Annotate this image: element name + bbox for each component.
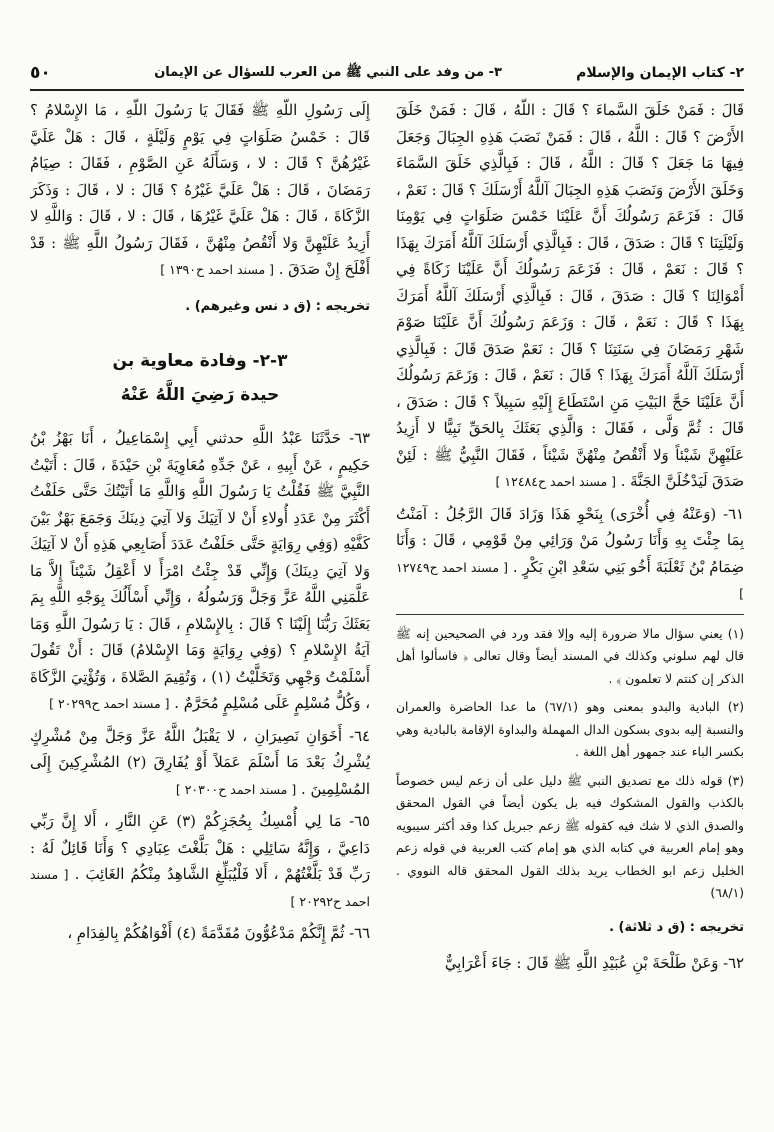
section-heading xyxy=(30,344,370,412)
page-number: ٥٠ xyxy=(30,63,51,83)
hadith-text xyxy=(30,724,370,804)
header-rule xyxy=(30,89,744,91)
section-running-title: ٣- من وفد على النبي ﷺ من العرب للسؤال عن الإيمان xyxy=(154,64,502,80)
footnote-3: (٣) قوله ذلك مع تصديق النبي ﷺ دليل على أن زعم ليس خصوصاً بالكذب والقول المشكوك فيه بل يكون أيضاً في القول المحقق والصدق الذي لا شك فيه كقوله ﷺ زعم جبريل كذا وقد أكثر سيبويه وهو إمام العربية في كتابه الذي هو إمام كتب العربية في قوله زعم الخليل زعم ابو الخطاب يريد بذلك القول المحقق قاله النووي . (٦٨/١) xyxy=(396,773,744,900)
takhrij-note: تخريجه : (ق د ثلاثة) . xyxy=(609,919,744,935)
hadith-62-start: ٦٢- وَعَنْ طَلْحَةَ بْنِ عُبَيْدِ اللَّهِ ﷺ قَالَ : جَاءَ أَعْرَابِيٌّ xyxy=(444,955,744,972)
hadith-63: ٦٣- حَدَّثَنَا عَبْدُ اللَّهِ حدثني أَبِي إِسْمَاعِيلُ ، أَنَا بَهْزُ بْنُ حَكِيمٍ ، عَنْ أَبِيهِ ، عَنْ جَدِّهِ مُعَاوِيَةَ بْنِ حَيْدَةَ ، قَالَ : أَتَيْتُ النَّبِيَّ ﷺ فَقُلْتُ يَا رَسُولَ اللَّهِ وَاللَّهِ مَا أَتَيْتُكَ حَتَّى حَلَفْتُ أَكْثَرَ مِنْ عَدَدِ أُولاءِ أَنْ لا آتِيَكَ وَلا آتِيَ دِينَكَ وَجَمَعَ بَهْزٌ بَيْنَ كَفَّيْهِ (وَفِي رِوَايَةٍ حَتَّى حَلَفْتُ عَدَدَ أَصَابِعِي هَذِهِ أَنْ لا آتِيَكَ وَلا آتِيَ دِينَكَ) وَإِنِّي قَدْ جِئْتُ امْرَأً لا أَعْقِلُ شَيْئاً إِلاَّ مَا عَلَّمَنِي اللَّهُ عَزَّ وَجَلَّ وَرَسُولُهُ ، وَإِنِّي أَسْأَلُكَ بِوَجْهِ اللَّهِ بِمَ بَعَثَكَ رَبُّنَا إِلَيْنَا ؟ قَالَ : بِالإِسْلامِ ، قَالَ : يَا رَسُولَ اللَّهِ وَمَا آيَةُ الإِسْلامِ ؟ (وَفِي رِوَايَةٍ وَمَا الإِسْلامُ) قَالَ : أَنْ تَقُولَ أَسْلَمْتُ وَجْهِي وَتَخَلَّيْتُ (١) ، وَتُقِيمَ الصَّلاةَ ، وَتُؤْتِيَ الزَّكَاةَ ، وَكُلُّ مُسْلِمٍ عَلَى مُسْلِمٍ مُحَرَّمٌ . xyxy=(30,430,370,712)
hadith-66-start: ٦٦- ثُمَّ إِنَّكُمْ مَدْعُوُّونَ مُقَدَّمَةً (٤) أَفْوَاهُكُمْ بِالفِدَامِ ، xyxy=(67,925,370,942)
left-column xyxy=(30,98,370,1118)
section-heading-line-1: ٣-٢- وفادة معاوية بن xyxy=(112,351,288,371)
hadith-61: ٦١- (وَعَنْهُ فِي أُخْرَى) بِنَحْوِ هَذَا وَزَادَ قَالَ الرَّجُلُ : آمَنْتُ بِمَا جِئْتَ بِهِ وَأَنَا رَسُولُ مَنْ وَرَائِي مِنْ قَوْمِي ، قَالَ : وَأَنَا ضِمَامُ بْنُ ثَعْلَبَةَ أَخُو بَنِي سَعْدِ ابْنِ بَكْرٍ . xyxy=(396,505,744,576)
section-heading-line-2: حيدة رَضِيَ اللَّهُ عَنْهُ xyxy=(120,385,280,405)
right-column xyxy=(396,98,744,1118)
reference-citation: [ مسند احمد ح٢٠٢٩٩ ] xyxy=(49,696,170,711)
hadith-60-continuation: قَالَ : فَمَنْ خَلَقَ السَّماءَ ؟ قَالَ : اللَّهُ ، قَالَ : فَمَنْ خَلَقَ الأَرْضَ ؟ قَالَ : اللَّهُ ، قَالَ : فَمَنْ نَصَبَ هَذِهِ الجِبَالَ وَجَعَلَ فِيهَا مَا جَعَلَ ؟ قَالَ : اللَّهُ ، قَالَ : فَبِالَّذِي خَلَقَ السَّمَاءَ وَخَلَقَ الأَرْضَ وَنَصَبَ هَذِهِ الجِبَالَ آللَّهُ أَرْسَلَكَ ؟ قَالَ : نَعَمْ ، قَالَ : فَزَعَمَ رَسُولُكَ أَنَّ عَلَيْنَا خَمْسَ صَلَوَاتٍ فِي يَوْمِنَا وَلَيْلَتِنَا ؟ قَالَ : صَدَقَ ، قَالَ : فَبِالَّذِي أَرْسَلَكَ آللَّهُ أَمَرَكَ بِهَذَا ؟ قَالَ : نَعَمْ ، قَالَ : فَزَعَمَ رَسُولُكَ أَنَّ عَلَيْنَا زَكَاةً فِي أَمْوَالِنَا ؟ قَالَ : صَدَقَ ، قَالَ : فَبِالَّذِي أَرْسَلَكَ آللَّهُ أَمَرَكَ بِهَذَا ؟ قَالَ : نَعَمْ ، قَالَ : وَزَعَمَ رَسُولُكَ أَنَّ عَلَيْنَا صَوْمَ شَهْرِ رَمَضَانَ فِي سَنَتِنَا ؟ قَالَ : نَعَمْ صَدَقَ قَالَ : فَبِالَّذِي أَرْسَلَكَ آللَّهُ أَمَرَكَ بِهَذَا ؟ قَالَ : نَعَمْ ، قَالَ : وَزَعَمَ رَسُولُكَ أَنَّ عَلَيْنَا حَجَّ البَيْتِ مَنِ اسْتَطَاعَ إِلَيْهِ سَبِيلاً ؟ قَالَ : صَدَقَ ، قَالَ : ثُمَّ وَلَّى ، فَقَالَ : وَالَّذِي بَعَثَكَ بِالحَقِّ نَبِيًّا لا أَزِيدُ عَلَيْهِنَّ شَيْئاً وَلا أَنْقُصُ مِنْهُنَّ شَيْئاً ، فَقَالَ النَّبِيُّ ﷺ : لَئِنْ صَدَقَ لَيَدْخُلَنَّ الجَنَّةَ . xyxy=(396,102,744,490)
reference-citation: [ مسند احمد ح١٢٧٤٩ ] xyxy=(396,559,744,601)
footnote-2: (٢) البادية والبدو بمعنى وهو (٦٧/١) ما عدا الحاضرة والعمران والنسبة إليه بدوى بسكون الدال المهملة والبداوة الإقامة بالبادية وهي بكسر الباء عند جمهور أهل اللغة . xyxy=(396,700,744,759)
footnote-separator xyxy=(396,614,744,615)
takhrij-note: تخريجه : (ق د نس وغيرهم) . xyxy=(185,298,370,314)
hadith-text xyxy=(30,426,370,718)
hadith-text xyxy=(396,98,744,496)
hadith-65: ٦٥- مَا لِي أُمْسِكُ بِحُجَزِكُمْ (٣) عَنِ النَّارِ ، أَلا إِنَّ رَبِّي دَاعِيَّ ، وَإِنَّهُ سَائِلِي : هَلْ بَلَّغْتَ عِبَادِي ؟ وَأَنَا قَائِلٌ لَهُ : رَبِّ قَدْ بَلَّغْتُهُمْ ، أَلا فَلْيُبَلِّغِ الشَّاهِدُ مِنْكُمُ الغَائِبَ . xyxy=(30,813,370,883)
hadith-text xyxy=(30,809,370,915)
reference-citation: [ مسند احمد ح٢٠٣٠٠ ] xyxy=(175,781,297,797)
hadith-text xyxy=(396,502,744,608)
hadith-text xyxy=(30,98,370,284)
hadith-62-continuation: إِلَى رَسُولِ اللَّهِ ﷺ فَقَالَ يَا رَسُولَ اللَّهِ ، مَا الإِسْلامُ ؟ قَالَ : خَمْسُ صَلَوَاتٍ فِي يَوْمٍ وَلَيْلَةٍ ، قَالَ : هَلْ عَلَيَّ غَيْرُهُنَّ ؟ قَالَ : لا ، وَسَأَلَهُ عَنِ الصَّوْمِ ، فَقَالَ : صِيَامُ رَمَضَانَ ، قَالَ : هَلْ عَلَيَّ غَيْرُهُ ؟ قَالَ : لا ، قَالَ : وَذَكَرَ الزَّكَاةَ ، قَالَ : هَلْ عَلَيَّ غَيْرُهَا ، قَالَ : لا ، قَالَ : وَاللَّهِ لا أَزِيدُ عَلَيْهِنَّ وَلا أَنْقُصُ مِنْهُنَّ ، فَقَالَ رَسُولُ اللَّهِ ﷺ : قَدْ أَفْلَحَ إِنْ صَدَقَ . xyxy=(30,102,370,278)
reference-citation: [ مسند احمد ح١٣٩٠ ] xyxy=(160,262,275,277)
chapter-title: ٢- كتاب الإيمان والإسلام xyxy=(576,65,744,81)
reference-citation: [ مسند احمد ح٢٠٢٩٢ ] xyxy=(30,867,370,909)
reference-citation: [ مسند احمد ح١٢٤٨٤ ] xyxy=(495,474,617,489)
page-header xyxy=(30,58,744,88)
footnote-1: (١) يعني سؤال مالا ضرورة إليه وإلا فقد ورد في الصحيحين إنه ﷺ قال لهم سلوني وكذلك في المسند أيضاً وقال تعالى ﴿ فاسألوا أهل الذكر إن كنتم لا تعلمون ﴾ . xyxy=(396,626,744,686)
hadith-64: ٦٤- أَخَوَانِ نَصِيرَانِ ، لا يَقْبَلُ اللَّهُ عَزَّ وَجَلَّ مِنْ مُشْرِكٍ يُشْرِكُ بَعْدَ مَا أَسْلَمَ عَمَلاً أَوْ يُفَارِقَ (٢) المُشْرِكِينَ إِلَى المُسْلِمِينَ . xyxy=(30,727,370,798)
